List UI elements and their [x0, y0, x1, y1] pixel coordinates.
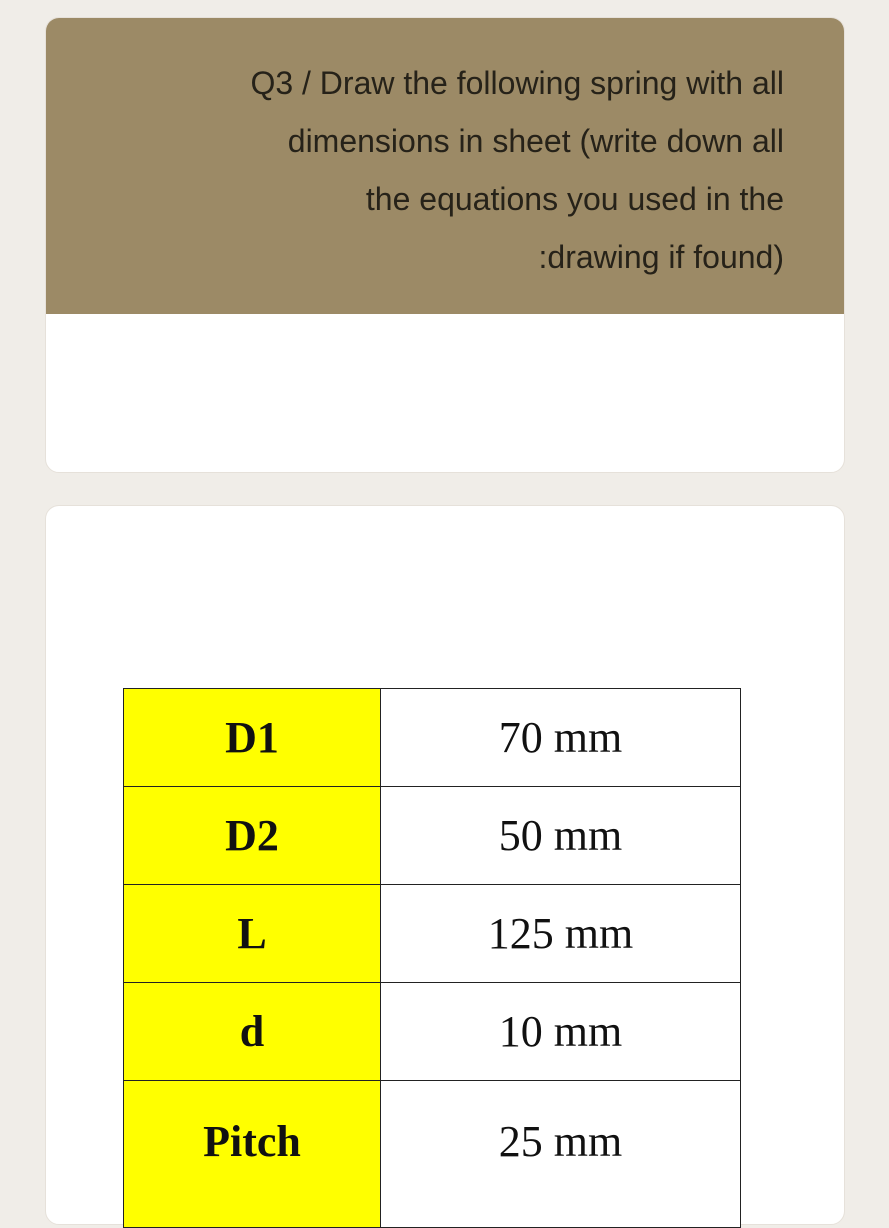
table-row	[124, 787, 741, 885]
question-text-line-3: the equations you used in the	[365, 181, 784, 217]
row-value: 70 mm	[381, 689, 741, 787]
spring-spec-table	[123, 688, 741, 1228]
row-label: Pitch	[124, 1081, 381, 1228]
question-text-line-4: :drawing if found)	[538, 239, 784, 275]
question-card	[45, 17, 845, 473]
table-row	[124, 885, 741, 983]
table-row	[124, 983, 741, 1081]
row-value: 50 mm	[381, 787, 741, 885]
question-text-line-2: dimensions in sheet (write down all	[287, 123, 784, 159]
row-label: L	[124, 885, 381, 983]
row-value: 125 mm	[381, 885, 741, 983]
question-header	[46, 18, 844, 314]
row-value: 25 mm	[381, 1081, 741, 1228]
table-row	[124, 689, 741, 787]
question-text-line-1: Q3 / Draw the following spring with all	[250, 65, 784, 101]
row-label: D2	[124, 787, 381, 885]
row-label: D1	[124, 689, 381, 787]
table-row	[124, 1081, 741, 1228]
row-label: d	[124, 983, 381, 1081]
row-value: 10 mm	[381, 983, 741, 1081]
